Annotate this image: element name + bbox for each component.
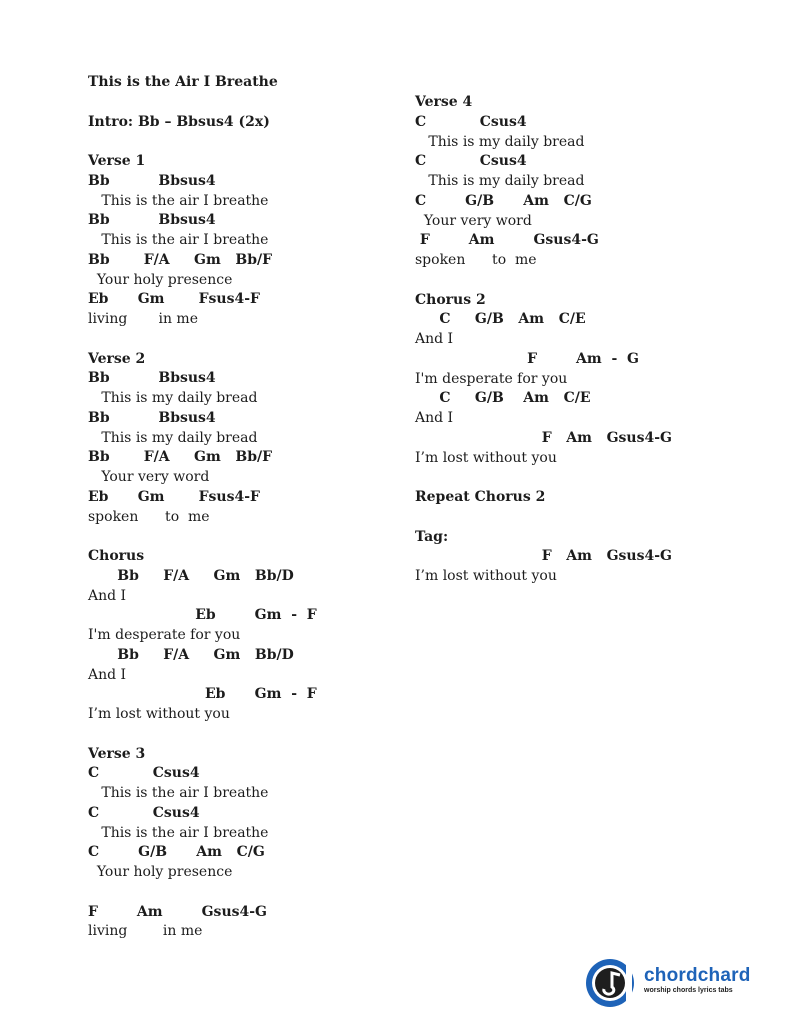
chord-line: Eb Gm - F: [88, 607, 317, 624]
lyric-line: I'm desperate for you: [415, 370, 568, 387]
spacer: [88, 330, 388, 350]
spacer: [415, 271, 715, 291]
section-heading: Verse 2: [88, 350, 146, 367]
section-heading: Repeat Chorus 2: [415, 489, 546, 505]
logo-text[interactable]: [644, 966, 751, 995]
lyric-line: Your very word: [415, 212, 532, 229]
lyric-line: spoken to me: [88, 508, 210, 525]
section-heading: Chorus 2: [415, 291, 486, 308]
chord-line: Eb Gm - F: [88, 686, 317, 703]
lyric-line: This is my daily bread: [88, 429, 258, 446]
chord-line: Bb F/A Gm Bb/F: [88, 449, 273, 466]
spacer: [88, 93, 388, 113]
lyric-line: Your holy presence: [88, 864, 233, 880]
chord-line: F Am Gsus4-G: [415, 548, 672, 565]
lyric-line: spoken to me: [415, 252, 537, 268]
chord-line: F Am Gsus4-G: [88, 903, 268, 920]
chord-line: Eb Gm Fsus4-F: [88, 291, 260, 308]
spacer: [88, 725, 388, 745]
lyric-line: Your holy presence: [88, 271, 233, 288]
section-heading: Intro: Bb – Bbsus4 (2x): [88, 113, 270, 130]
chord-line: Bb F/A Gm Bb/D: [88, 646, 294, 663]
lyric-line: And I: [88, 587, 127, 604]
chord-line: C G/B Am C/E: [415, 390, 591, 407]
chord-line: F Am Gsus4-G: [415, 429, 672, 446]
chord-line: C Csus4: [415, 153, 527, 170]
section-heading: Tag:: [415, 528, 449, 545]
logo-name: chordchard: [644, 965, 751, 986]
lyric-line: Your very word: [88, 469, 210, 485]
lyric-line: This is the air I breathe: [88, 824, 269, 841]
chord-line: Bb Bbsus4: [88, 409, 216, 426]
spacer: [88, 527, 388, 547]
spacer: [88, 132, 388, 152]
lyric-line: This is the air I breathe: [88, 192, 269, 209]
lyric-line: I’m lost without you: [415, 449, 557, 466]
section-heading: Verse 1: [88, 153, 146, 169]
lyric-line: I'm desperate for you: [88, 627, 241, 643]
lyric-line: I’m lost without you: [88, 706, 230, 722]
lyric-line: living in me: [88, 923, 203, 940]
chord-line: F Am - G: [415, 350, 639, 367]
lyric-line: This is the air I breathe: [88, 232, 269, 248]
spacer: [415, 508, 715, 528]
chord-line: C Csus4: [88, 765, 200, 782]
left-column: [88, 73, 388, 942]
chord-line: Eb Gm Fsus4-F: [88, 488, 260, 505]
section-heading: Verse 4: [415, 94, 473, 110]
chord-line: C G/B Am C/G: [415, 192, 592, 209]
song-title: This is the Air I Breathe: [88, 74, 278, 90]
section-heading: Chorus: [88, 548, 145, 564]
lyric-line: This is the air I breathe: [88, 785, 269, 801]
chord-line: C Csus4: [88, 804, 200, 821]
spacer: [415, 468, 715, 488]
section-heading: Verse 3: [88, 745, 146, 762]
spacer: [88, 883, 388, 903]
lyric-line: This is my daily bread: [415, 133, 585, 150]
lyric-line: I’m lost without you: [415, 568, 557, 584]
lyric-line: And I: [415, 410, 454, 426]
chord-line: C G/B Am C/G: [88, 844, 265, 861]
chord-line: C Csus4: [415, 113, 527, 130]
logo-tagline: worship chords lyrics tabs: [644, 987, 733, 994]
lyric-line: living in me: [88, 311, 198, 327]
chord-line: Bb Bbsus4: [88, 172, 216, 189]
music-note-logo-icon: [584, 957, 644, 1009]
chord-line: Bb F/A Gm Bb/F: [88, 251, 273, 268]
chord-line: C G/B Am C/E: [415, 311, 586, 328]
chord-line: Bb Bbsus4: [88, 212, 216, 229]
chord-line: Bb F/A Gm Bb/D: [88, 567, 294, 584]
lyric-line: And I: [415, 331, 454, 347]
chord-line: Bb Bbsus4: [88, 370, 216, 387]
lyric-line: And I: [88, 666, 127, 683]
right-column: [415, 93, 715, 587]
chord-line: F Am Gsus4-G: [415, 232, 599, 249]
lyric-line: This is my daily bread: [415, 173, 585, 189]
lyric-line: This is my daily bread: [88, 390, 258, 406]
